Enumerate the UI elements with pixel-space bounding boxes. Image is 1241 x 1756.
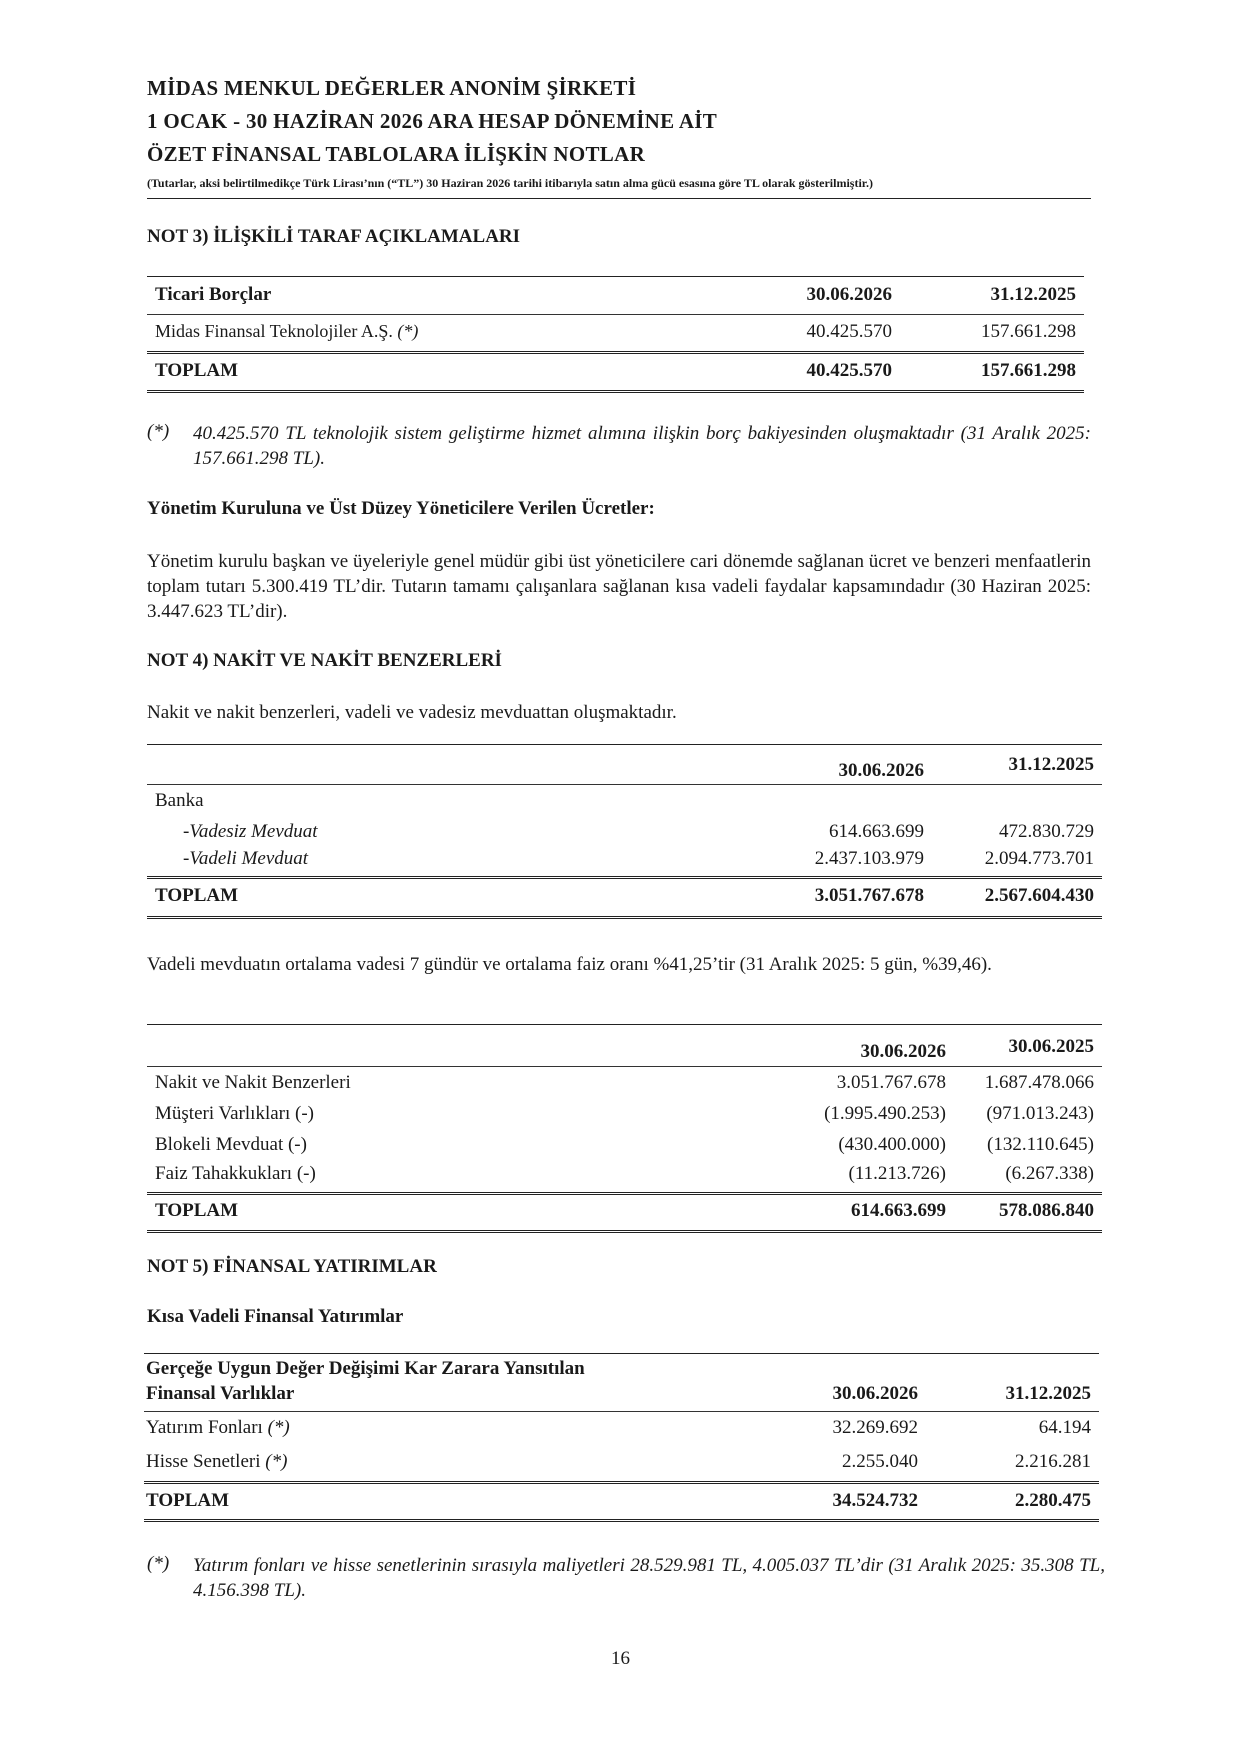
table-total-row — [147, 360, 1084, 388]
note5-title: NOT 5) FİNANSAL YATIRIMLAR — [147, 1256, 437, 1277]
table-rule — [147, 1024, 1102, 1025]
col1-header: 30.06.2026 — [838, 760, 924, 781]
row-label-text: Midas Finansal Teknolojiler A.Ş. — [155, 321, 393, 341]
row-label-text: Yatırım Fonları — [146, 1417, 263, 1438]
row-label: -Vadeli Mevduat — [183, 848, 309, 869]
table-rule — [144, 1353, 1099, 1354]
note4-intro: Nakit ve nakit benzerleri, vadeli ve vadesiz mevduattan oluşmaktadır. — [147, 702, 677, 723]
note5-footnote: Yatırım fonları ve hisse senetlerinin sırasıyla maliyetleri 28.529.981 TL, 4.005.037 TL’dir (31 Aralık 2025: 35.308 TL, 4.156.398 TL). — [193, 1555, 1105, 1601]
row-label: Faiz Tahakkukları (-) — [155, 1163, 316, 1184]
total-label: TOPLAM — [155, 360, 239, 381]
table-rule — [147, 314, 1084, 315]
row-value-2: 2.216.281 — [1015, 1451, 1091, 1472]
note3-title: NOT 3) İLİŞKİLİ TARAF AÇIKLAMALARI — [147, 226, 521, 247]
col2-header: 31.12.2025 — [1005, 1383, 1091, 1404]
row-value-2: 157.661.298 — [981, 321, 1076, 342]
row-label — [146, 1417, 290, 1439]
total-value-1: 3.051.767.678 — [814, 885, 924, 906]
table-header-row — [147, 1036, 1102, 1064]
period-title: 1 OCAK - 30 HAZİRAN 2026 ARA HESAP DÖNEMİNE AİT — [147, 109, 718, 133]
col2-header: 30.06.2025 — [1008, 1036, 1094, 1057]
row-value-2: (971.013.243) — [986, 1103, 1094, 1124]
table-header-row — [147, 284, 1084, 312]
row-label: Blokeli Mevduat (-) — [155, 1134, 307, 1155]
row-value-2: 472.830.729 — [999, 821, 1094, 842]
table-rule — [147, 351, 1084, 357]
table-row — [144, 1417, 1099, 1445]
row-value-1: 3.051.767.678 — [836, 1072, 946, 1093]
cash-reconciliation-table — [147, 1024, 1102, 1234]
remuneration-paragraph: Yönetim kurulu başkan ve üyeleriyle genel müdür gibi üst yöneticilere cari dönemde sağlanan ücret ve benzeri menfaatlerin toplam tutarı 5.300.419 TL’dir. Tutarın tamamı çalışanlara sağlanan kısa vadeli faydalar kapsamındadır (30 Haziran 2025: 3.447.623 TL’dir). — [147, 551, 1091, 622]
row-value-2: 1.687.478.066 — [984, 1072, 1094, 1093]
col2-header: 31.12.2025 — [1008, 754, 1094, 775]
table-rule — [147, 276, 1084, 277]
row-label — [155, 321, 418, 342]
table-rule — [144, 1519, 1099, 1525]
note3-table — [147, 276, 1084, 396]
row-value-1: 614.663.699 — [829, 821, 924, 842]
table-total-row — [147, 885, 1102, 913]
table-row — [147, 1103, 1102, 1131]
table-row — [144, 1451, 1099, 1479]
table-header-row — [147, 754, 1102, 782]
table-row — [147, 321, 1084, 349]
row-value-1: 40.425.570 — [806, 321, 892, 342]
table-rule — [147, 1230, 1102, 1236]
total-label: TOPLAM — [155, 885, 239, 906]
note4-title: NOT 4) NAKİT VE NAKİT BENZERLERİ — [147, 650, 502, 671]
table-row — [147, 1163, 1102, 1191]
row-label: -Vadesiz Mevduat — [183, 821, 318, 842]
row-value-2: (6.267.338) — [1005, 1163, 1094, 1184]
col1-header: 30.06.2026 — [860, 1041, 946, 1062]
total-value-1: 34.524.732 — [832, 1490, 918, 1511]
table-header-row — [144, 1383, 1099, 1411]
table-rule — [147, 1066, 1102, 1067]
footnote-marker: (*) — [147, 1553, 170, 1574]
table-rule — [147, 390, 1084, 396]
total-value-2: 578.086.840 — [999, 1200, 1094, 1221]
total-value-1: 614.663.699 — [851, 1200, 946, 1221]
total-value-2: 157.661.298 — [981, 360, 1076, 381]
table-rule — [147, 784, 1102, 785]
row-value-1: (11.213.726) — [848, 1163, 946, 1184]
table-rule — [147, 744, 1102, 745]
row-value-2: 2.094.773.701 — [984, 848, 1094, 869]
short-term-investments-title: Kısa Vadeli Finansal Yatırımlar — [147, 1306, 404, 1327]
table-rule — [147, 1192, 1102, 1198]
footnote-marker: (*) — [265, 1451, 288, 1472]
table-rule — [147, 916, 1102, 922]
deposit-rate-paragraph: Vadeli mevduatın ortalama vadesi 7 gündür ve ortalama faiz oranı %41,25’tir (31 Aralık 2025: 5 gün, %39,46). — [147, 954, 992, 975]
header-rule — [147, 198, 1091, 199]
row-label: Nakit ve Nakit Benzerleri — [155, 1072, 351, 1093]
col1-header: 30.06.2026 — [832, 1383, 918, 1404]
row-value-1: 32.269.692 — [832, 1417, 918, 1438]
total-label: TOPLAM — [155, 1200, 239, 1221]
footnote-marker: (*) — [267, 1417, 290, 1438]
note3-footnote: 40.425.570 TL teknolojik sistem geliştirme hizmet alımına ilişkin borç bakiyesinden oluşmaktadır (31 Aralık 2025: 157.661.298 TL). — [193, 423, 1091, 469]
row-label-text: Hisse Senetleri — [146, 1451, 261, 1472]
total-label: TOPLAM — [146, 1490, 230, 1511]
footnote-marker: (*) — [397, 321, 419, 341]
footnote-marker: (*) — [147, 421, 170, 442]
row-label: Müşteri Varlıkları (-) — [155, 1103, 314, 1124]
group-label: Banka — [155, 790, 204, 811]
total-value-1: 40.425.570 — [806, 360, 892, 381]
cash-table — [147, 744, 1102, 924]
total-value-2: 2.280.475 — [1015, 1490, 1091, 1511]
table-total-row — [144, 1490, 1099, 1518]
document-title: ÖZET FİNANSAL TABLOLARA İLİŞKİN NOTLAR — [147, 142, 646, 166]
header-label-line1: Gerçeğe Uygun Değer Değişimi Kar Zarara Yansıtılan — [146, 1358, 585, 1379]
table-row — [147, 1134, 1102, 1162]
row-value-1: (430.400.000) — [838, 1134, 946, 1155]
row-value-1: (1.995.490.253) — [824, 1103, 946, 1124]
table-rule — [147, 876, 1102, 882]
table-row — [147, 1072, 1102, 1100]
currency-note: (Tutarlar, aksi belirtilmedikçe Türk Lirası’nın (“TL”) 30 Haziran 2026 tarihi itibarıyla satın alma gücü esasına göre TL olarak gösterilmiştir.) — [147, 176, 874, 190]
remuneration-title: Yönetim Kuruluna ve Üst Düzey Yöneticilere Verilen Ücretler: — [147, 498, 655, 519]
table-rule — [144, 1411, 1099, 1412]
row-value-1: 2.437.103.979 — [814, 848, 924, 869]
total-value-2: 2.567.604.430 — [984, 885, 1094, 906]
table-rule — [144, 1481, 1099, 1487]
row-label — [146, 1451, 287, 1473]
header-label: Ticari Borçlar — [155, 284, 272, 305]
financial-investments-table — [144, 1353, 1099, 1523]
group-label-row — [147, 790, 1102, 818]
page-number: 16 — [611, 1648, 630, 1669]
table-header-row — [144, 1358, 1099, 1386]
table-total-row — [147, 1200, 1102, 1228]
header-label-line2: Finansal Varlıklar — [146, 1383, 295, 1404]
row-value-2: 64.194 — [1038, 1417, 1091, 1438]
table-row — [147, 848, 1102, 876]
table-row — [147, 821, 1102, 849]
row-value-2: (132.110.645) — [987, 1134, 1094, 1155]
col2-header: 31.12.2025 — [990, 284, 1076, 305]
row-value-1: 2.255.040 — [842, 1451, 918, 1472]
col1-header: 30.06.2026 — [806, 284, 892, 305]
company-name: MİDAS MENKUL DEĞERLER ANONİM ŞİRKETİ — [147, 76, 637, 100]
